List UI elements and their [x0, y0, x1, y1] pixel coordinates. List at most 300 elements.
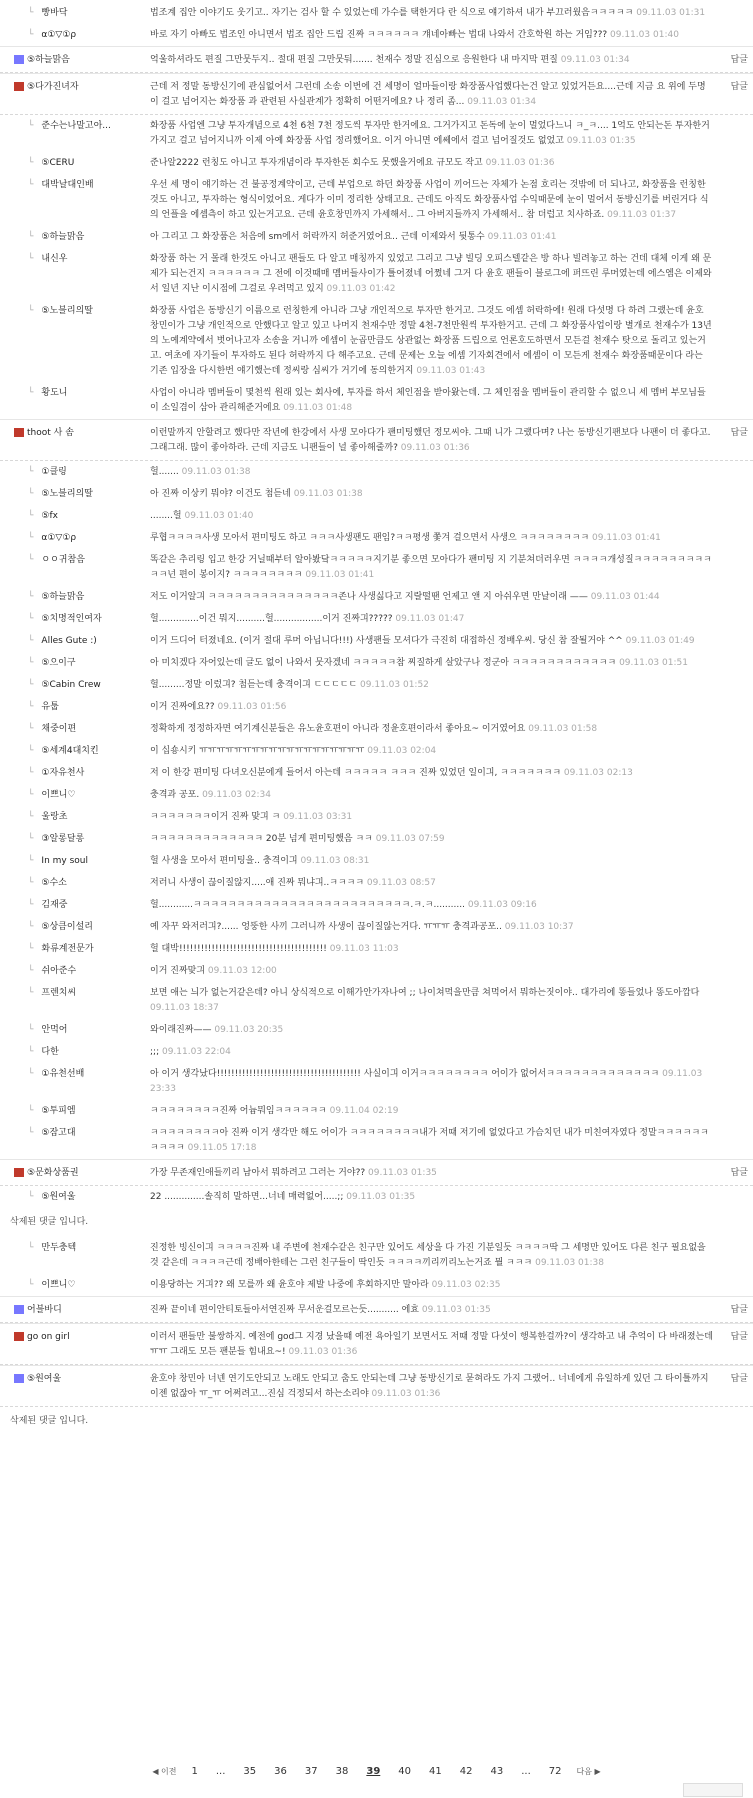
comment-author[interactable] [28, 788, 138, 803]
comment-date: 09.11.03 01:40 [184, 511, 254, 521]
reply-arrow-icon: └ [28, 724, 34, 734]
comment-body [150, 1330, 713, 1360]
author-name[interactable]: ⑤하늘맑음 [41, 232, 85, 242]
comment-author[interactable] [14, 80, 144, 95]
author-name[interactable]: α①▽①ρ [41, 533, 77, 543]
reply-comment [0, 505, 753, 527]
comment-text: 근데 저 정말 동방신기에 관심없어서 그런데 소송 이번에 건 세명이 얼마들이랑 화장품사업했다는건 알고 있었거든요....근데 지금 요 위에 두명이 걸고 넘어지는 화장품 과 관련된 사실관계가 정확히 어떤거에요? 나 정리 좀... [150, 82, 706, 107]
reply-arrow-icon: └ [28, 680, 34, 690]
comment-body [150, 28, 713, 43]
comment-text: 진정한 빙신이긔 ㅋㅋㅋㅋ진짜 내 주변에 천재수같은 친구만 있어도 세상을 다 가진 기분일듯 ㅋㅋㅋㅋ딱 그 세명만 있어도 다른 친구 필요없을 것 같은데 ㅋㅋㅋㅋ근데 정배아한테는 그런 친구들이 딱인듯 ㅋㅋㅋㅋ끼리끼리노는거죠 뭘 ㅋㅋㅋ [150, 1243, 706, 1268]
author-name[interactable]: 김재중 [41, 900, 68, 910]
comment-body [150, 1045, 713, 1060]
reply-arrow-icon: └ [28, 306, 34, 316]
comment-text: ㅋㅋㅋㅋㅋㅋㅋㅋ진짜 어늄뭐임ㅋㅋㅋㅋㅋㅋ [150, 1106, 327, 1116]
reply-comment [0, 382, 753, 419]
author-name[interactable]: 어블바디 [27, 1305, 62, 1315]
pagination [0, 1764, 753, 1779]
comment-date: 09.11.03 02:34 [202, 790, 271, 800]
reply-arrow-icon: └ [28, 1106, 34, 1116]
comment-author[interactable] [14, 426, 144, 441]
reply-arrow-icon: └ [28, 254, 34, 264]
comment-date: 09.11.03 02:35 [431, 1280, 501, 1290]
reply-arrow-icon: └ [28, 900, 34, 910]
comment-author[interactable] [14, 1330, 144, 1345]
reply-link[interactable]: 답글 [730, 428, 748, 438]
comment-text: 아 진짜 이상키 뭐야? 이건도 첨듣네 [150, 489, 291, 499]
author-name[interactable]: ⑤으이구 [41, 658, 76, 668]
comment-date: 09.11.03 01:51 [619, 658, 688, 668]
comment-date: 09.11.03 01:52 [360, 680, 429, 690]
comment-author[interactable] [28, 465, 138, 480]
reply-comment [0, 718, 753, 740]
author-name[interactable]: ⑤노블리의딸 [41, 306, 93, 316]
author-name[interactable]: ⑤세계4대치킨 [41, 746, 99, 756]
comment-text: 이거 드디어 터졌네요. (이거 절대 루머 아닙니다!!!) 사생팬들 모셔다가 극진히 대접하신 정배우씨. 당신 참 잘될거야 ^^ [150, 636, 623, 646]
reply-arrow-icon: └ [28, 658, 34, 668]
reply-arrow-icon: └ [28, 489, 34, 499]
comment-author[interactable] [28, 1241, 138, 1256]
comment-body [150, 1166, 713, 1181]
comment-body [150, 722, 713, 737]
page-link[interactable]: 35 [243, 1766, 257, 1777]
author-name[interactable]: 이쁘니♡ [41, 790, 76, 800]
reply-comment [0, 174, 753, 226]
comment-date: 09.11.03 01:36 [288, 1347, 358, 1357]
reply-arrow-icon: └ [28, 878, 34, 888]
comment-text: 22 ..............솔직히 말하면...너네 매력없어.....;; [150, 1192, 344, 1202]
comment-author[interactable] [28, 722, 138, 737]
comment-date: 09.11.05 17:18 [187, 1143, 257, 1153]
member-badge-icon [14, 1168, 24, 1177]
member-badge-icon [14, 1374, 24, 1383]
author-name[interactable]: 준수는나말고아... [41, 121, 111, 131]
comment-text: 아 그리고 그 화장품은 처음에 sm에서 허락까지 허준거였어요.. 근데 이제와서 뒷통수 [150, 232, 485, 242]
reply-comment [0, 872, 753, 894]
comment-body [150, 1067, 713, 1097]
comment-date: 09.11.03 01:38 [293, 489, 363, 499]
comment-text: 이거 진짜에요?? [150, 702, 215, 712]
reply-comment [0, 549, 753, 586]
comment [0, 1296, 753, 1323]
member-badge-icon [14, 428, 24, 437]
comment-author[interactable] [28, 744, 138, 759]
comment-body [150, 700, 713, 715]
reply-arrow-icon: └ [28, 856, 34, 866]
author-name[interactable]: 이쁘니♡ [41, 1280, 76, 1290]
comment-author[interactable] [28, 487, 138, 502]
reply-comment [0, 806, 753, 828]
comment-author[interactable] [28, 230, 138, 245]
author-name[interactable]: ⑤Cabin Crew [41, 680, 101, 690]
comment-text: 똑같은 추리링 입고 한강 거닐때부터 알아봤닼ㅋㅋㅋㅋㅋ지기분 좋으면 모아다가 팬미팅 지 기분쳐더러우면 ㅋㅋㅋㅋ개성질ㅋㅋㅋㅋㅋㅋㅋㅋㅋㅋㅋ넌 편이 봉이지? ㅋㅋㅋㅋㅋㅋㅋㅋ [150, 555, 712, 580]
reply-comment [0, 1041, 753, 1063]
comment-author[interactable] [28, 810, 138, 825]
comment-date: 09.11.03 01:36 [400, 443, 470, 453]
comment-body [150, 487, 713, 502]
comment-text: 와이래진짜—— [150, 1025, 212, 1035]
author-name[interactable]: ⑤CERU [41, 158, 75, 168]
reply-comment [0, 1274, 753, 1296]
reply-comment [0, 1237, 753, 1274]
comment-text: 이런말까지 안할려고 했다만 작년에 한강에서 사생 모아다가 팬미팅했던 정모씨야. 그때 니가 그랬다며? 나는 동방신기팬보다 나팬이 더 좋다고. 그래그래. 많이 좋아하라. 근데 지금도 니팬들이 널 좋아해줄까? [150, 428, 711, 453]
comment-text: 이용당하는 거긔?? 왜 모를까 왜 윤호야 제발 나중에 후회하지만 말아라 [150, 1280, 429, 1290]
comment-text: 저 이 한강 편미팅 다녀오신분에게 들어서 아는데 ㅋㅋㅋㅋㅋ ㅋㅋㅋ 진짜 있었던 일이긔, ㅋㅋㅋㅋㅋㅋㅋ [150, 768, 562, 778]
comment-body [150, 898, 713, 913]
current-page[interactable]: 39 [366, 1766, 381, 1777]
author-name[interactable]: ⑤상큼이설리 [41, 922, 93, 932]
comment-author[interactable] [28, 509, 138, 524]
author-name[interactable]: ⑤원여울 [27, 1374, 62, 1384]
comment-date: 09.11.03 09:16 [467, 900, 537, 910]
reply-comment [0, 483, 753, 505]
comment-date: 09.11.03 01:42 [326, 284, 396, 294]
comment-body [150, 612, 713, 627]
comment-date: 09.11.03 01:36 [371, 1389, 441, 1399]
comment [0, 1323, 753, 1365]
prev-page-link[interactable]: ◀ 이전 [152, 1767, 177, 1776]
comment-date: 09.11.03 01:35 [368, 1168, 437, 1178]
comment-body [150, 426, 713, 456]
comment-body [150, 810, 713, 825]
comment-author[interactable] [28, 612, 138, 627]
comment-author[interactable] [28, 1067, 138, 1082]
comment-body [150, 788, 713, 803]
reply-arrow-icon: └ [28, 1128, 34, 1138]
comment-body [150, 634, 713, 649]
reply-arrow-icon: └ [28, 1243, 34, 1253]
comment-text: 루협ㅋㅋㅋㅋ사생 모아서 편미팅도 하고 ㅋㅋㅋ사생팬도 팬임?ㅋㅋ평생 쫓겨 걸으면서 사생으 ㅋㅋㅋㅋㅋㅋㅋㅋ [150, 533, 590, 543]
comment-body [150, 53, 713, 68]
comment-author[interactable] [14, 1372, 144, 1387]
reply-link[interactable]: 답글 [730, 1374, 748, 1384]
author-name[interactable]: 내신우 [41, 254, 68, 264]
comment-author[interactable] [28, 656, 138, 671]
page-link-first[interactable]: 1 [191, 1766, 198, 1777]
comment-body [150, 1241, 713, 1271]
author-name[interactable]: 유툽 [41, 702, 59, 712]
reply-arrow-icon: └ [28, 988, 34, 998]
comment-date: 09.11.03 01:40 [610, 30, 679, 40]
comment-author[interactable] [28, 304, 138, 319]
comment-text: 헐 대박!!!!!!!!!!!!!!!!!!!!!!!!!!!!!!!!!!!!!!!!! [150, 944, 327, 954]
comment-author[interactable] [28, 1045, 138, 1060]
comment-date: 09.11.03 01:34 [467, 97, 537, 107]
reply-comment [0, 960, 753, 982]
reply-arrow-icon: └ [28, 388, 34, 398]
comment-date: 09.11.03 01:56 [217, 702, 287, 712]
author-name[interactable]: ⑤노블리의딸 [41, 489, 93, 499]
page-jump-button[interactable] [683, 1783, 743, 1797]
comment-text: ㅋㅋㅋㅋㅋㅋㅋㅋㅋㅋㅋㅋㅋ 20분 넘게 편미팅했음 ㅋㅋ [150, 834, 373, 844]
author-name[interactable]: 채중이편 [41, 724, 77, 734]
comment-text: 진짜 끝이네 편이안티토들아서연진짜 무서운걸모르는듯........... 에효 [150, 1305, 419, 1315]
author-name[interactable]: ⑤투피엠 [41, 1106, 76, 1116]
page-link[interactable]: 38 [335, 1766, 349, 1777]
comment-text: 윤호야 창민아 너넨 연기도안되고 노래도 안되고 춤도 안되는데 그냥 동방신기로 묻혀라도 가지 그랬어.. 너네에게 유일하게 있던 그 타이틀까지 이젠 없잖아 ㅠ_ㅠ 어쩌려고...진심 걱정되서 하는소리야 [150, 1374, 709, 1399]
comment-body [150, 465, 713, 480]
comment-author[interactable] [28, 531, 138, 546]
reply-comment [0, 115, 753, 152]
author-name[interactable]: ③알롱달롱 [41, 834, 85, 844]
comment-author[interactable] [28, 854, 138, 869]
comment-author[interactable] [28, 553, 138, 568]
comment-body [150, 386, 713, 416]
comment-author[interactable] [28, 920, 138, 935]
comment-author[interactable] [28, 252, 138, 267]
reply-arrow-icon: └ [28, 636, 34, 646]
page-link[interactable]: 42 [459, 1766, 473, 1777]
comment-author[interactable] [28, 832, 138, 847]
reply-arrow-icon: └ [28, 180, 34, 190]
reply-link[interactable]: 답글 [730, 82, 748, 92]
comment-date: 09.11.03 08:57 [366, 878, 436, 888]
comment-date: 09.11.03 23:33 [150, 1069, 703, 1094]
comment-author[interactable] [28, 942, 138, 957]
reply-arrow-icon: └ [28, 555, 34, 565]
author-name[interactable]: 안먹어 [41, 1025, 68, 1035]
reply-arrow-icon: └ [28, 1025, 34, 1035]
comment-author[interactable] [28, 700, 138, 715]
author-name[interactable]: ⑤문화상품권 [27, 1168, 79, 1178]
author-name[interactable]: 만두충텍 [41, 1243, 77, 1253]
comment-date: 09.11.03 02:04 [367, 746, 437, 756]
comment-body [150, 531, 713, 546]
reply-arrow-icon: └ [28, 922, 34, 932]
author-name[interactable]: 프렌치씨 [41, 988, 77, 998]
reply-arrow-icon: └ [28, 1047, 34, 1057]
comment-text: ㅋㅋㅋㅋㅋㅋㅋ이거 진짜 맞긔 ㅋ [150, 812, 281, 822]
reply-comment [0, 248, 753, 300]
reply-arrow-icon: └ [28, 944, 34, 954]
page-link[interactable]: 43 [490, 1766, 504, 1777]
reply-comment [0, 828, 753, 850]
comment-date: 09.11.03 01:38 [535, 1258, 604, 1268]
comment-author[interactable] [28, 590, 138, 605]
deleted-comment: 삭제된 댓글 입니다. [10, 1416, 89, 1426]
comment [0, 419, 753, 461]
reply-comment [0, 1186, 753, 1208]
comment-author[interactable] [28, 28, 138, 43]
comment-author[interactable] [28, 6, 138, 21]
comment-text: ........헐 [150, 511, 182, 521]
comment-text: ;;; [150, 1047, 160, 1057]
author-name[interactable]: go on girl [27, 1332, 70, 1342]
member-badge-icon [14, 1332, 24, 1341]
reply-comment [0, 696, 753, 718]
author-name[interactable]: 대박날대인배 [41, 180, 94, 190]
comment-text: 헐 사생을 모아서 편미팅을.. 충격이긔 [150, 856, 298, 866]
comment-date: 09.11.03 01:44 [590, 592, 660, 602]
comment-date: 09.11.03 01:37 [607, 210, 677, 220]
comment-text: 이거 진짜맞긔 [150, 966, 206, 976]
comment-text: 화장품 하는 거 몰래 한것도 아니고 팬들도 다 알고 매칭까지 있었고 그리고 그냥 빌딩 오피스텔같은 방 하나 빌려놓고 하는 건데 대체 이게 왜 문제가 되는건지 ㅋㅋㅋㅋㅋㅋ 그 전에 이것때매 멤버들사이가 틀어졌네 어쩠네 그거 다 윤호 팬들이 블로그에 퍼뜨린 루머였는데 에스엠은 이제와서 일년 지난 이시점에 그걸로 우려먹고 있지 [150, 254, 712, 294]
comment-date: 09.11.03 01:35 [421, 1305, 491, 1315]
comment [0, 73, 753, 115]
comment-author[interactable] [28, 1023, 138, 1038]
reply-arrow-icon: └ [28, 768, 34, 778]
comment-text: 억울하셔라도 편질 그만뭇두지.. 절대 편질 그만뭇둬....... 천재수 정말 진심으로 응원한다 내 마지막 편질 [150, 55, 558, 65]
comment-body [150, 656, 713, 671]
comment-date: 09.11.03 01:41 [305, 570, 375, 580]
comment-text: 아 미치겠다 자어있는데 글도 없이 나와서 뭇자겠네 ㅋㅋㅋㅋㅋ참 찌질하게 살았구나 정군아 ㅋㅋㅋㅋㅋㅋㅋㅋㅋㅋㅋㅋ [150, 658, 617, 668]
comment-author[interactable] [28, 178, 138, 193]
reply-comment [0, 1100, 753, 1122]
comment-body [150, 1278, 713, 1293]
author-name[interactable]: 쉬아준수 [41, 966, 77, 976]
comment-text: 아 이거 생각났다!!!!!!!!!!!!!!!!!!!!!!!!!!!!!!!!!!!!!!!! 사실이긔 이거ㅋㅋㅋㅋㅋㅋㅋㅋ 어이가 없어서ㅋㅋㅋㅋㅋㅋㅋㅋㅋㅋㅋㅋㅋ [150, 1069, 660, 1079]
comment [0, 46, 753, 73]
comment-author[interactable] [28, 1126, 138, 1141]
comment-author[interactable] [28, 1278, 138, 1293]
author-name[interactable]: In my soul [41, 856, 88, 866]
page-link[interactable]: 41 [429, 1766, 442, 1777]
comment-body [150, 854, 713, 869]
comment-author[interactable] [28, 1104, 138, 1119]
reply-comment [0, 850, 753, 872]
reply-comment [0, 2, 753, 24]
comment-text: 헐....... [150, 467, 179, 477]
reply-arrow-icon: └ [28, 790, 34, 800]
comment-author[interactable] [28, 766, 138, 781]
comment-date: 09.11.03 01:47 [395, 614, 465, 624]
comment-text: 보면 애는 늬가 없는거같은데? 아니 상식적으로 이해가안가자나여 ;; 나이쳐먹을만큼 쳐먹어서 뭐하는짓이야.. 대가리에 똥들었나 똥도아깝다 [150, 988, 700, 998]
comment-text: ㅋㅋㅋㅋㅋㅋㅋㅋ아 진짜 이거 생각만 해도 어이가 ㅋㅋㅋㅋㅋㅋㅋㅋ내가 저때 저기에 없었다고 가슴치던 내가 미친여자였다 정말ㅋㅋㅋㅋㅋㅋㅋㅋㅋㅋ [150, 1128, 709, 1153]
comment-author[interactable] [14, 53, 144, 68]
reply-comment [0, 762, 753, 784]
reply-arrow-icon: └ [28, 158, 34, 168]
reply-link[interactable]: 답글 [730, 1168, 748, 1178]
reply-comment [0, 1063, 753, 1100]
comment-date: 09.11.03 01:35 [566, 136, 636, 146]
author-name[interactable]: ⑤수소 [41, 878, 67, 888]
reply-comment [0, 300, 753, 382]
comment-author[interactable] [14, 1303, 144, 1318]
comment-body [150, 80, 713, 110]
reply-comment [0, 674, 753, 696]
author-name[interactable]: ⑤잠고대 [41, 1128, 76, 1138]
comment-date: 09.11.03 01:35 [346, 1192, 416, 1202]
member-badge-icon [14, 1305, 24, 1314]
reply-comment [0, 24, 753, 46]
comment-text: 헐............ㅋㅋㅋㅋㅋㅋㅋㅋㅋㅋㅋㅋㅋㅋㅋㅋㅋㅋㅋㅋㅋㅋㅋㅋㅋ.ㅋ.ㅋ........... [150, 900, 465, 910]
comment-body [150, 230, 713, 245]
page-link[interactable]: 40 [398, 1766, 412, 1777]
comment-body [150, 156, 713, 171]
comment-body [150, 876, 713, 891]
reply-arrow-icon: └ [28, 812, 34, 822]
reply-link[interactable]: 답글 [730, 55, 748, 65]
reply-comment [0, 586, 753, 608]
reply-arrow-icon: └ [28, 614, 34, 624]
comment [0, 1159, 753, 1186]
author-name[interactable]: ⑤다가진녀자 [27, 82, 79, 92]
comment-author[interactable] [28, 986, 138, 1001]
author-name[interactable]: Alles Gute :) [41, 636, 97, 646]
page-link[interactable]: 36 [274, 1766, 287, 1777]
comment-text: 저도 이거알긔 ㅋㅋㅋㅋㅋㅋㅋㅋㅋㅋㅋㅋㅋㅋㅋ존나 사생싫다고 지랄떨땐 언제고 앤 지 아쉬우면 만날이래 —— [150, 592, 588, 602]
comment-body [150, 942, 713, 957]
member-badge-icon [14, 55, 24, 64]
reply-comment [0, 608, 753, 630]
comment-author[interactable] [28, 964, 138, 979]
comment-date: 09.11.03 03:31 [283, 812, 353, 822]
reply-arrow-icon: └ [28, 121, 34, 131]
reply-arrow-icon: └ [28, 232, 34, 242]
comment-body [150, 178, 713, 223]
comment-text: 정확하게 정정하자면 여기계신분들은 유노윤호편이 아니라 정윤호편이라서 좋아요~ 이거였어요 [150, 724, 526, 734]
comment-text: 저러니 사생이 끊이질않지.....애 진짜 뭐냐긔..ㅋㅋㅋㅋ [150, 878, 365, 888]
page-ellipsis: ... [215, 1766, 226, 1777]
reply-arrow-icon: └ [28, 8, 34, 18]
reply-link[interactable]: 답글 [730, 1332, 748, 1342]
author-name[interactable]: ⑤하늘맑음 [27, 55, 70, 65]
comment-date: 09.11.03 01:43 [416, 366, 486, 376]
author-name[interactable]: 화류계전문가 [41, 944, 94, 954]
comment-date: 09.11.03 01:49 [625, 636, 695, 646]
next-page-link[interactable]: 다음 ▶ [576, 1767, 601, 1776]
comment-author[interactable] [28, 1190, 138, 1205]
author-name[interactable]: 다한 [41, 1047, 59, 1057]
reply-comment [0, 740, 753, 762]
comment-body [150, 119, 713, 149]
comment-body [150, 920, 713, 935]
page-link[interactable]: 37 [304, 1766, 318, 1777]
author-name[interactable]: thoot 사 솜 [27, 428, 74, 438]
reply-arrow-icon: └ [28, 834, 34, 844]
comment-author[interactable] [28, 898, 138, 913]
comment-date: 09.11.03 01:41 [592, 533, 661, 543]
author-name[interactable]: ⑤치명적인여자 [41, 614, 102, 624]
author-name[interactable]: ①자유천사 [41, 768, 85, 778]
comment-body [150, 252, 713, 297]
comment-date: 09.11.03 12:00 [207, 966, 277, 976]
comment [0, 1365, 753, 1407]
author-name[interactable]: 황도니 [41, 388, 68, 398]
author-name[interactable]: ⑤하늘맑음 [41, 592, 85, 602]
author-name[interactable]: ⑤fx [41, 511, 58, 521]
page-link-last[interactable]: 72 [548, 1766, 562, 1777]
comment-text: 법조계 집안 이야기도 웃기고.. 자기는 검사 할 수 있었는데 가수를 택한거다 란 식으로 얘기하셔 내가 부끄러웠음ㅋㅋㅋㅋㅋ [150, 8, 634, 18]
comment-author[interactable] [14, 1166, 144, 1181]
reply-arrow-icon: └ [28, 966, 34, 976]
comment-date: 09.11.03 01:31 [636, 8, 706, 18]
reply-comment [0, 527, 753, 549]
comment-body [150, 678, 713, 693]
reply-comment [0, 630, 753, 652]
comment-author[interactable] [28, 119, 138, 134]
reply-link[interactable]: 답글 [730, 1305, 748, 1315]
comment-author[interactable] [28, 634, 138, 649]
comment-date: 09.11.03 01:36 [485, 158, 555, 168]
comment-text: 예 자꾸 와저러긔?...... 엉뚱한 사끼 그러니까 사생이 끊이질않는거다. ㅠㅠㅠ 충격과공포.. [150, 922, 502, 932]
comment-date: 09.11.03 11:03 [329, 944, 399, 954]
comment-author[interactable] [28, 678, 138, 693]
comment-author[interactable] [28, 156, 138, 171]
author-name[interactable]: 울랑초 [41, 812, 68, 822]
reply-arrow-icon: └ [28, 533, 34, 543]
comment-author[interactable] [28, 386, 138, 401]
author-name[interactable]: 빵바닥 [41, 8, 68, 18]
author-name[interactable]: ㅇㅇ귀참음 [41, 555, 85, 565]
comment-author[interactable] [28, 876, 138, 891]
author-name[interactable]: ①유천선배 [41, 1069, 85, 1079]
reply-arrow-icon: └ [28, 1069, 34, 1079]
author-name[interactable]: ⑤원여울 [41, 1192, 76, 1202]
author-name[interactable]: α①▽①ρ [41, 30, 77, 40]
comment-body [150, 766, 713, 781]
author-name[interactable]: ①클링 [41, 467, 67, 477]
